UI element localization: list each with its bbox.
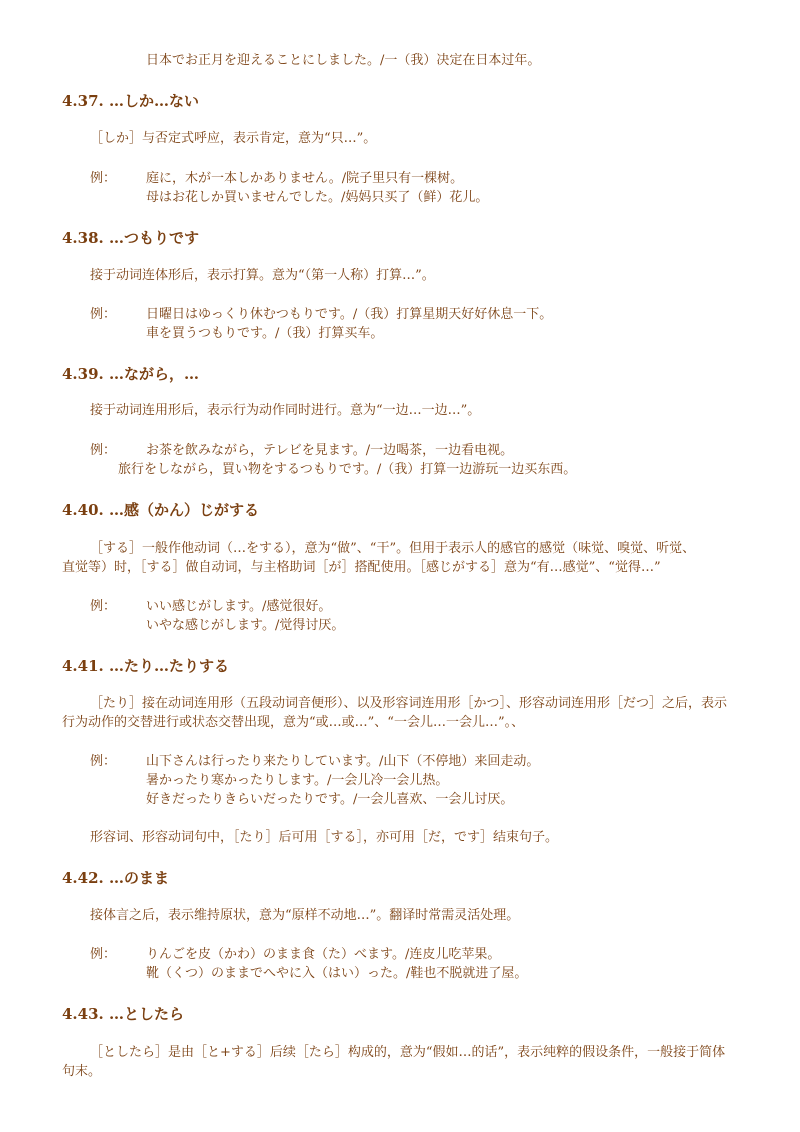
section-4-37-description: ［しか］与否定式呼应，表示肯定，意为“只…”。 [90,131,377,146]
section-4-43-description-line-2: 句末。 [62,1064,102,1079]
section-4-41-note: 形容词、形容动词句中，［たり］后可用［する］，亦可用［だ，です］结束句子。 [90,830,559,845]
section-4-37-heading: 4.37. …しか…ない [62,92,199,110]
section-4-40-description-line-1: ［する］一般作他动词（…をする），意为“做”、“干”。但用于表示人的感官的感觉（味觉、嗅觉、听觉、 [90,541,696,556]
section-4-41-example-label: 例： [90,754,117,769]
section-4-43-description-line-1: ［としたら］是由［と+する］后续［たら］构成的，意为“假如…的话”，表示纯粹的假设条件，一般接于简体 [90,1045,726,1060]
section-4-38-description: 接于动词连体形后，表示打算。意为“（第一人称）打算…”。 [90,268,435,283]
section-4-41-description-line-1: ［たり］接在动词连用形（五段动词音便形）、以及形容词连用形［かつ］、形容动词连用形［だつ］之后，表示 [90,696,728,711]
section-4-41-example-3: 好きだったりきらいだったりです。/一会儿喜欢、一会儿讨厌。 [146,792,514,807]
section-4-41-heading: 4.41. …たり…たりする [62,657,229,675]
section-4-37-example-label: 例： [90,171,117,186]
section-4-39-description: 接于动词连用形后，表示行为动作同时进行。意为“一边…一边…”。 [90,403,481,418]
section-4-38-heading: 4.38. …つもりです [62,229,199,247]
section-4-40-example-label: 例： [90,599,117,614]
section-4-39-heading: 4.39. …ながら，… [62,365,199,383]
section-4-43-heading: 4.43. …としたら [62,1005,184,1023]
carryover-example-line: 日本でお正月を迎えることにしました。/一（我）决定在日本过年。 [146,53,541,68]
section-4-42-example-label: 例： [90,947,117,962]
section-4-40-heading: 4.40. …感（かん）じがする [62,501,259,519]
section-4-40-example-1: いい感じがします。/感觉很好。 [146,599,332,614]
section-4-39-example-1: お茶を飲みながら，テレビを見ます。/一边喝茶，一边看电视。 [146,443,514,458]
section-4-39-example-label: 例： [90,443,117,458]
section-4-42-example-2: 靴（くつ）のままでへやに入（はい）った。/鞋也不脱就进了屋。 [146,966,528,981]
section-4-42-description: 接体言之后，表示维持原状，意为“原样不动地…”。翻译时常需灵活处理。 [90,908,520,923]
section-4-38-example-2: 車を買うつもりです。/（我）打算买车。 [146,326,384,341]
section-4-38-example-1: 日曜日はゆっくり休むつもりです。/（我）打算星期天好好休息一下。 [146,307,553,322]
section-4-42-example-1: りんごを皮（かわ）のまま食（た）べます。/连皮儿吃苹果。 [146,947,501,962]
section-4-41-example-2: 暑かったり寒かったりします。/一会儿冷一会儿热。 [146,773,449,788]
section-4-38-example-label: 例： [90,307,117,322]
section-4-41-description-line-2: 行为动作的交替进行或状态交替出现，意为“或…或…”、“一会儿…一会儿…”。、 [62,715,525,730]
section-4-37-example-2: 母はお花しか買いませんでした。/妈妈只买了（鲜）花儿。 [146,190,489,205]
section-4-40-example-2: いやな感じがします。/觉得讨厌。 [146,618,345,633]
section-4-42-heading: 4.42. …のまま [62,869,169,887]
section-4-41-example-1: 山下さんは行ったり来たりしています。/山下（不停地）来回走动。 [146,754,540,769]
section-4-37-example-1: 庭に，木が一本しかありません。/院子里只有一棵树。 [146,171,464,186]
section-4-40-description-line-2: 直觉等）时，［する］做自动词，与主格助词［が］搭配使用。［感じがする］意为“有…感觉”、“觉得…” [62,560,661,575]
section-4-39-example-2: 旅行をしながら，買い物をするつもりです。/（我）打算一边游玩一边买东西。 [118,462,577,477]
